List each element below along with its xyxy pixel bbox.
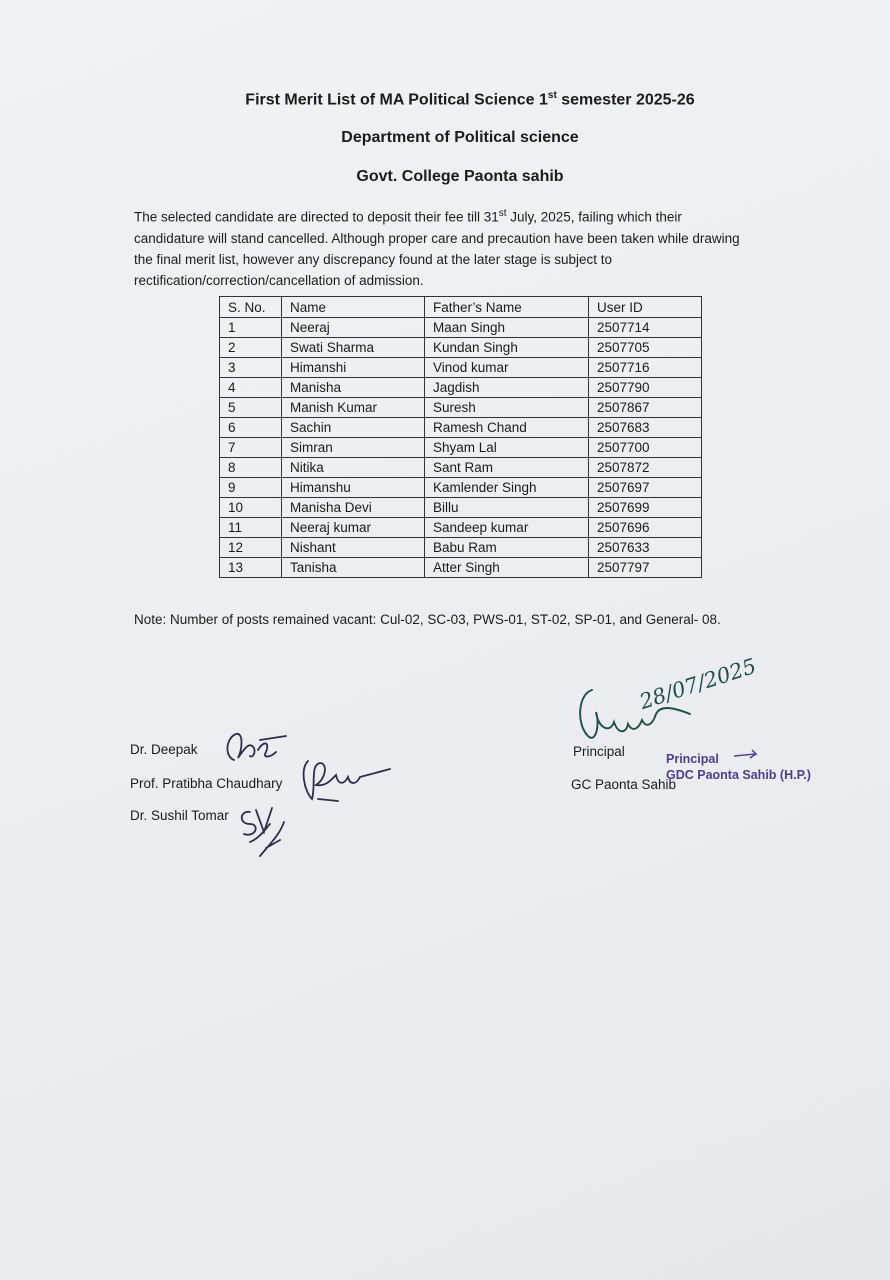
cell-user-id: 2507697 — [589, 478, 702, 498]
table-row — [220, 538, 702, 558]
cell-name: Nishant — [282, 538, 425, 558]
cell-name: Nitika — [282, 458, 425, 478]
cell-user-id: 2507872 — [589, 458, 702, 478]
cell-user-id: 2507696 — [589, 518, 702, 538]
cell-user-id: 2507705 — [589, 338, 702, 358]
cell-user-id: 2507633 — [589, 538, 702, 558]
principal-label: Principal — [573, 744, 625, 759]
instructions-paragraph: The selected candidate are directed to deposit their fee till 31st July, 2025, failing which their candidature will stand cancelled. Although proper care and precaution have been taken while drawing the final merit list, however any discrepancy found at the later stage is subject to rectification/correction/cancellation of admission. — [134, 208, 740, 288]
college-heading: Govt. College Paonta sahib — [356, 168, 564, 185]
cell-father-name: Sandeep kumar — [425, 518, 589, 538]
stamp-flourish — [732, 748, 762, 762]
cell-name: Swati Sharma — [282, 338, 425, 358]
column-header-name: Name — [282, 297, 425, 318]
cell-user-id: 2507699 — [589, 498, 702, 518]
cell-father-name: Babu Ram — [425, 538, 589, 558]
table-row — [220, 338, 702, 358]
table-row — [220, 418, 702, 438]
cell-user-id: 2507867 — [589, 398, 702, 418]
cell-user-id: 2507700 — [589, 438, 702, 458]
cell-name: Sachin — [282, 418, 425, 438]
cell-name: Manisha — [282, 378, 425, 398]
cell-sno: 13 — [220, 558, 282, 578]
cell-sno: 3 — [220, 358, 282, 378]
table-row — [220, 398, 702, 418]
handwritten-date: 28/07/2025 — [636, 653, 760, 714]
cell-user-id: 2507797 — [589, 558, 702, 578]
cell-sno: 9 — [220, 478, 282, 498]
table-row — [220, 438, 702, 458]
cell-sno: 11 — [220, 518, 282, 538]
stamp-office: GDC Paonta Sahib (H.P.) — [666, 768, 811, 782]
table-row — [220, 558, 702, 578]
cell-sno: 6 — [220, 418, 282, 438]
cell-sno: 2 — [220, 338, 282, 358]
document-title: First Merit List of MA Political Science 1st semester 2025-26 — [245, 90, 695, 109]
cell-father-name: Vinod kumar — [425, 358, 589, 378]
column-header-user-id: User ID — [589, 297, 702, 318]
cell-name: Himanshu — [282, 478, 425, 498]
cell-name: Simran — [282, 438, 425, 458]
merit-list-table — [219, 296, 702, 578]
cell-sno: 1 — [220, 318, 282, 338]
signatory-name-3: Dr. Sushil Tomar — [130, 808, 229, 823]
cell-user-id: 2507716 — [589, 358, 702, 378]
department-heading: Department of Political science — [341, 129, 579, 146]
cell-sno: 8 — [220, 458, 282, 478]
cell-father-name: Sant Ram — [425, 458, 589, 478]
cell-father-name: Shyam Lal — [425, 438, 589, 458]
cell-name: Neeraj — [282, 318, 425, 338]
cell-user-id: 2507790 — [589, 378, 702, 398]
cell-sno: 4 — [220, 378, 282, 398]
table-row — [220, 498, 702, 518]
table-row — [220, 378, 702, 398]
table-row — [220, 518, 702, 538]
cell-sno: 12 — [220, 538, 282, 558]
signatory-name-2: Prof. Pratibha Chaudhary — [130, 776, 283, 791]
cell-name: Himanshi — [282, 358, 425, 378]
signature-deepak — [220, 728, 295, 768]
cell-father-name: Atter Singh — [425, 558, 589, 578]
principal-college: GC Paonta Sahib — [571, 777, 677, 792]
cell-name: Tanisha — [282, 558, 425, 578]
cell-user-id: 2507714 — [589, 318, 702, 338]
cell-father-name: Billu — [425, 498, 589, 518]
column-header-sno: S. No. — [220, 297, 282, 318]
cell-name: Manisha Devi — [282, 498, 425, 518]
cell-sno: 5 — [220, 398, 282, 418]
signature-sushil — [236, 798, 306, 863]
cell-father-name: Suresh — [425, 398, 589, 418]
cell-name: Neeraj kumar — [282, 518, 425, 538]
cell-father-name: Ramesh Chand — [425, 418, 589, 438]
cell-father-name: Maan Singh — [425, 318, 589, 338]
cell-father-name: Jagdish — [425, 378, 589, 398]
table-header-row — [220, 297, 702, 318]
signature-pratibha — [298, 755, 398, 815]
cell-father-name: Kundan Singh — [425, 338, 589, 358]
vacancy-note: Note: Number of posts remained vacant: Cul-02, SC-03, PWS-01, ST-02, SP-01, and General- 08. — [134, 612, 721, 627]
cell-sno: 7 — [220, 438, 282, 458]
table-row — [220, 318, 702, 338]
cell-user-id: 2507683 — [589, 418, 702, 438]
stamp-title: Principal — [666, 752, 719, 766]
table-row — [220, 358, 702, 378]
table-row — [220, 478, 702, 498]
cell-father-name: Kamlender Singh — [425, 478, 589, 498]
table-row — [220, 458, 702, 478]
column-header-father-name: Father’s Name — [425, 297, 589, 318]
signatory-name-1: Dr. Deepak — [130, 742, 198, 757]
cell-name: Manish Kumar — [282, 398, 425, 418]
cell-sno: 10 — [220, 498, 282, 518]
